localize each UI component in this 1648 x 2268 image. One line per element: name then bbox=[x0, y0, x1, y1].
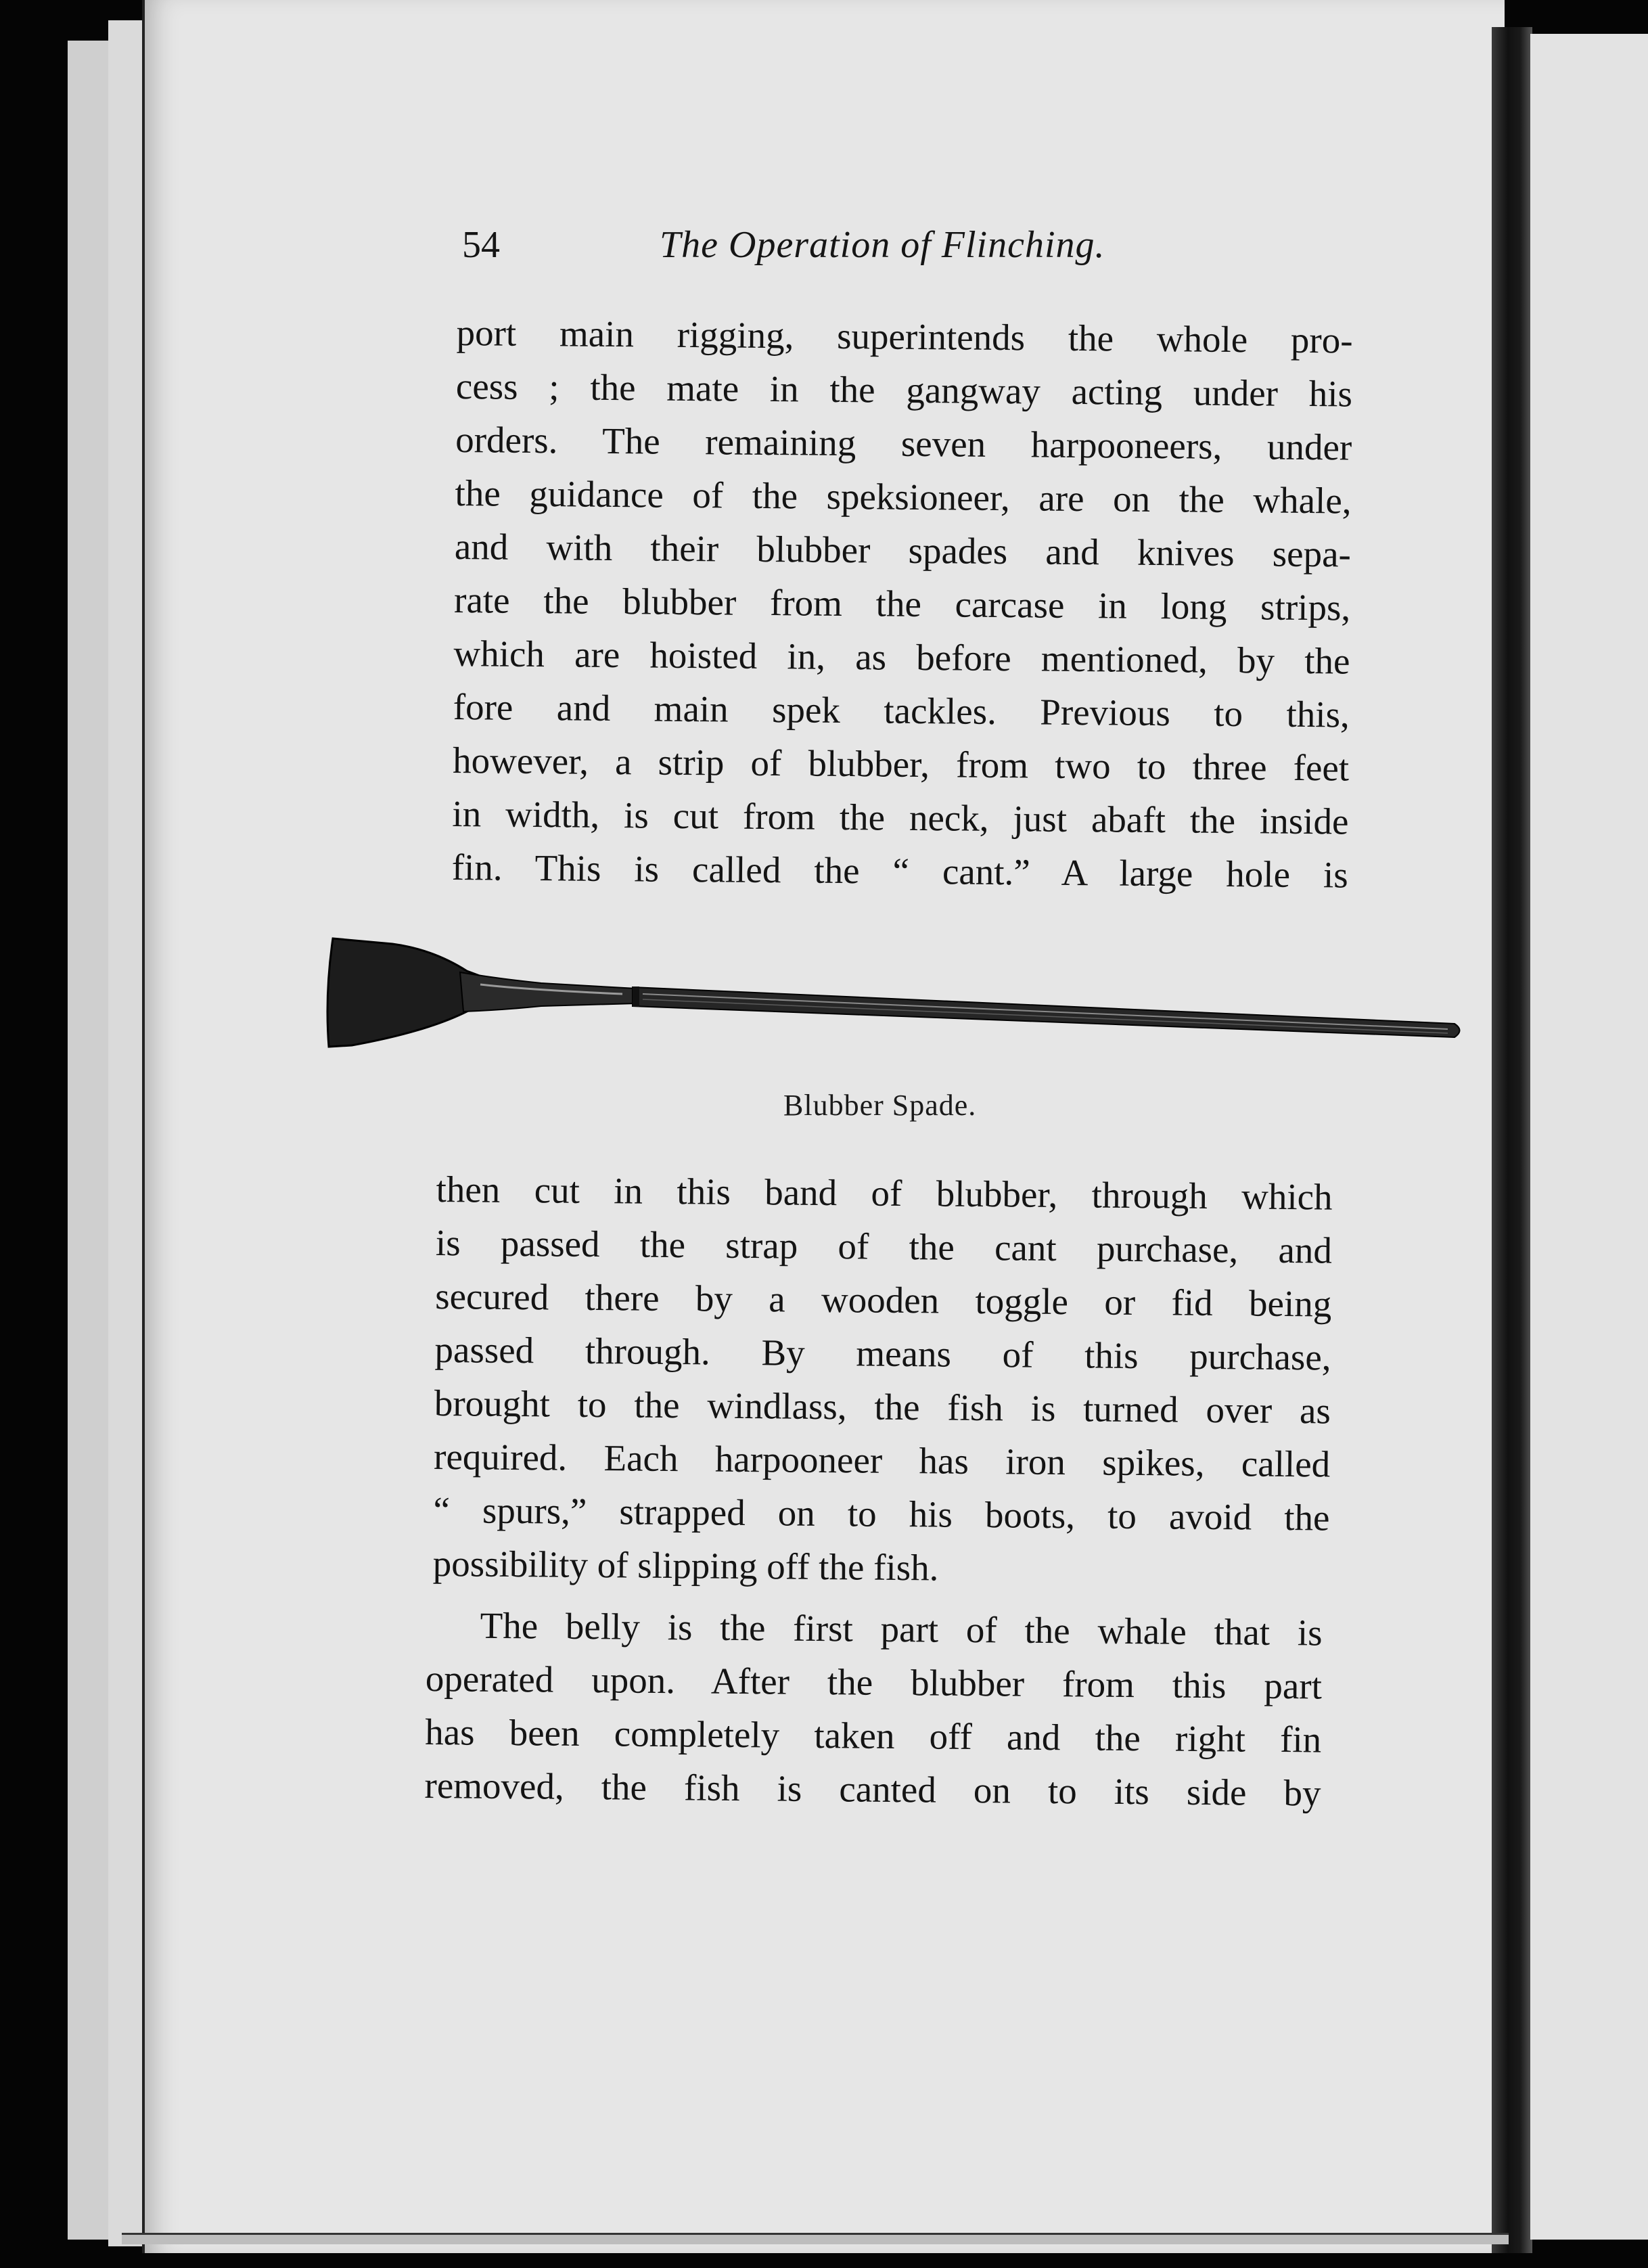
paragraph-3 bbox=[424, 1598, 1323, 1820]
text-line: The belly is the first part of the whale that is bbox=[480, 1604, 1323, 1654]
text-line: possibility of slipping off the fish. bbox=[432, 1542, 939, 1589]
running-head: The Operation of Flinching. bbox=[660, 224, 1105, 266]
text-line: operated upon. After the blubber from this part bbox=[425, 1657, 1323, 1707]
text-line: secured there by a wooden toggle or fid being bbox=[435, 1275, 1332, 1325]
text-line: the guidance of the speksioneer, are on the whale, bbox=[455, 472, 1352, 522]
text-line: which are hoisted in, as before mentioned, by the bbox=[453, 632, 1350, 682]
page-number: 54 bbox=[462, 224, 500, 266]
text-line: brought to the windlass, the fish is turned over as bbox=[434, 1382, 1331, 1432]
text-line: however, a strip of blubber, from two to three feet bbox=[452, 739, 1350, 789]
text-line: fin. This is called the “ cant.” A large hole is bbox=[451, 846, 1348, 896]
book-spine bbox=[1492, 27, 1532, 2253]
figure-caption: Blubber Spade. bbox=[783, 1089, 977, 1122]
page-bottom-edge bbox=[122, 2233, 1509, 2244]
text-line: “ spurs,” strapped on to his boots, to avoid the bbox=[433, 1489, 1330, 1539]
blubber-spade-illustration bbox=[325, 930, 1468, 1066]
text-line: then cut in this band of blubber, through which bbox=[436, 1168, 1333, 1218]
text-line: port main rigging, superintends the whole pro- bbox=[456, 311, 1353, 361]
text-line: fore and main spek tackles. Previous to this, bbox=[453, 685, 1350, 735]
paragraph-2 bbox=[432, 1162, 1332, 1598]
text-line: and with their blubber spades and knives sepa- bbox=[454, 525, 1352, 575]
text-line: orders. The remaining seven harpooneers, under bbox=[455, 418, 1352, 468]
text-line: is passed the strap of the cant purchase, and bbox=[435, 1221, 1333, 1271]
text-line: removed, the fish is canted on to its side by bbox=[424, 1764, 1321, 1814]
text-line: passed through. By means of this purchase, bbox=[434, 1328, 1331, 1378]
text-line: cess ; the mate in the gangway acting under his bbox=[455, 365, 1353, 415]
text-line: in width, is cut from the neck, just abaft the inside bbox=[452, 792, 1349, 842]
paragraph-1 bbox=[451, 306, 1353, 902]
text-line: rate the blubber from the carcase in long strips, bbox=[453, 579, 1351, 629]
text-line: has been completely taken off and the right fin bbox=[425, 1710, 1322, 1761]
text-line: required. Each harpooneer has iron spikes, called bbox=[433, 1435, 1331, 1485]
facing-page-sliver bbox=[1530, 34, 1648, 2240]
